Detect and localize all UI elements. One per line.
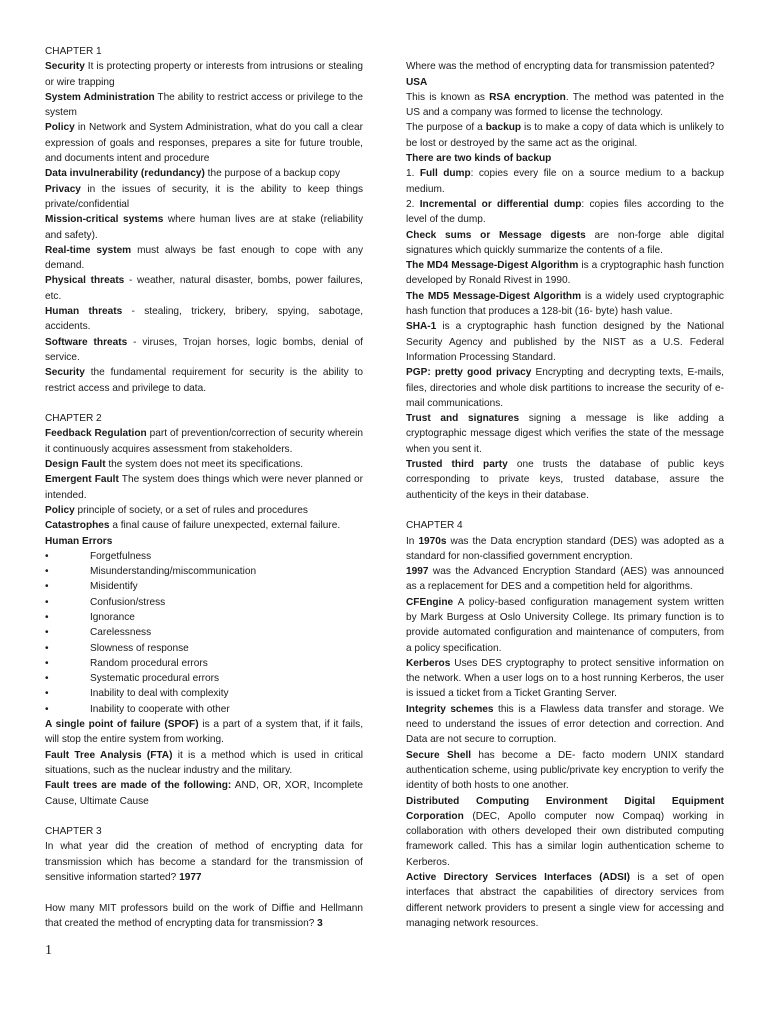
term: Trusted third party	[406, 459, 508, 471]
term: Software threats	[45, 336, 128, 348]
description: principle of society, or a set of rules and procedures	[74, 504, 308, 516]
term: Mission-critical systems	[45, 214, 164, 226]
chapter-heading: CHAPTER 2	[45, 413, 102, 425]
definition-paragraph	[45, 534, 363, 549]
definition-paragraph	[45, 166, 363, 181]
description: this is a Flawless data transfer and storage. We need to understand the issues of error detection and correction. And Data are not secure to corruption.	[406, 703, 724, 746]
term: 1970s	[418, 535, 447, 547]
term: Distributed Computing Environment Digital Equipment Corporation	[406, 795, 724, 822]
definition-paragraph	[406, 365, 724, 411]
definition-paragraph	[45, 901, 363, 932]
definition-paragraph	[406, 228, 724, 259]
term: The MD5 Message-Digest Algorithm	[406, 290, 582, 302]
definition-paragraph	[45, 503, 363, 518]
definition-paragraph	[45, 457, 363, 472]
term: Integrity schemes	[406, 703, 494, 715]
list-item-text: Carelessness	[90, 627, 152, 639]
term: The MD4 Message-Digest Algorithm	[406, 260, 579, 272]
definition-paragraph	[406, 411, 724, 457]
definition-paragraph	[45, 518, 363, 533]
description: AND, OR, XOR, Incomplete Cause, Ultimate Cause	[45, 780, 363, 807]
description: The purpose of a	[406, 122, 486, 134]
list-item	[45, 564, 363, 579]
description: is a cryptographic hash function developed by Ronald Rivest in 1990.	[406, 260, 724, 287]
description: it is a method which is used in critical situations, such as the nuclear industry and the military.	[45, 749, 364, 776]
description: This is known as	[406, 91, 490, 103]
term: Policy	[45, 504, 75, 516]
description: in Network and System Administration, what do you call a clear expression of goals and responses, prepares a site for future trouble, and documents intent and procedure	[45, 122, 363, 165]
list-item-text: Random procedural errors	[90, 657, 208, 669]
description: was the Data encryption standard (DES) was adopted as a standard for non-classified government encryption.	[406, 535, 724, 562]
description: is a set of open interfaces that abstract the capabilities of directory services from different network providers to present a single view for accessing and managing network resources.	[406, 872, 724, 929]
term: PGP: pretty good privacy	[406, 367, 532, 379]
bullet-icon: •	[45, 688, 49, 700]
definition-paragraph	[45, 426, 363, 457]
term: 1997	[406, 566, 429, 578]
description: part of prevention/correction of security wherein it continuously acquires assessment from stakeholders.	[45, 428, 363, 455]
term: 3	[317, 917, 323, 929]
term: Policy	[45, 122, 75, 134]
list-item	[45, 656, 363, 671]
term: Trust and signatures	[406, 413, 520, 425]
right-column	[406, 44, 724, 931]
definition-paragraph	[45, 59, 363, 90]
list-item-text: Inability to cooperate with other	[90, 703, 230, 715]
term: There are two kinds of backup	[406, 153, 552, 165]
bullet-icon: •	[45, 596, 49, 608]
list-item-text: Forgetfulness	[90, 550, 152, 562]
spacer	[45, 809, 363, 824]
list-item	[45, 686, 363, 701]
definition-paragraph	[406, 90, 724, 121]
description: Where was the method of encrypting data for transmission patented?	[406, 61, 715, 73]
term: Privacy	[45, 183, 81, 195]
definition-paragraph	[45, 839, 363, 885]
description: . The method was patented in the US and a company was formed to license the technology.	[406, 91, 725, 119]
definition-paragraph	[45, 748, 363, 779]
description: The system does things which were never planned or intended.	[45, 474, 363, 501]
definition-paragraph	[406, 289, 724, 320]
definition-paragraph	[406, 166, 724, 197]
term: RSA encryption	[489, 91, 566, 103]
term: USA	[406, 76, 428, 88]
definition-paragraph	[406, 120, 724, 151]
definition-paragraph	[406, 794, 724, 870]
description: in the issues of security, it is the ability to keep things private/confidential	[45, 183, 363, 210]
spacer	[406, 44, 724, 59]
list-item	[45, 702, 363, 717]
definition-paragraph	[406, 564, 724, 595]
definition-paragraph	[45, 243, 363, 274]
description: 1.	[406, 168, 420, 180]
page-number: 1	[45, 943, 52, 958]
list-item	[45, 595, 363, 610]
definition-paragraph	[406, 75, 724, 90]
bullet-icon: •	[45, 611, 49, 623]
term: A single point of failure (SPOF)	[45, 719, 199, 731]
term: Fault trees are made of the following:	[45, 780, 232, 792]
description: was the Advanced Encryption Standard (AES) was announced as a replacement for DES and a competition held for algorithms.	[406, 566, 724, 593]
definition-paragraph	[45, 365, 363, 396]
chapter-heading: CHAPTER 1	[45, 46, 102, 57]
term: Data invulnerability (redundancy)	[45, 168, 205, 180]
definition-paragraph	[45, 212, 363, 243]
description: the system does not meet its specifications.	[105, 459, 304, 471]
description: : copies files according to the level of the dump.	[406, 198, 724, 226]
term: Fault Tree Analysis (FTA)	[45, 749, 173, 761]
term: Check sums or Message digests	[406, 229, 586, 241]
term: Human threats	[45, 306, 123, 318]
definition-paragraph	[45, 778, 363, 809]
description: signing a message is like adding a cryptographic message digest which verifies the state of the message when you sent it.	[406, 413, 724, 455]
description: How many MIT professors build on the work of Diffie and Hellmann that created the method of encrypting data for transmission?	[45, 902, 363, 929]
description: is to make a copy of data which is unlikely to be lost or destroyed by the same act as the original.	[406, 122, 724, 149]
description: In what year did the creation of method of encrypting data for transmission which has become a standard for the transmission of sensitive information started?	[45, 841, 363, 884]
description: It is protecting property or interests from intrusions or stealing or wire trapping	[45, 61, 363, 88]
description: A policy-based configuration management system written by Mark Burgess at Oslo University College. Its primary function is to provide automated configuration and maintenance of computers, from a policy specification.	[406, 596, 724, 654]
description: the purpose of a backup copy	[204, 168, 341, 180]
term: Full dump	[419, 168, 471, 180]
term: Secure Shell	[406, 749, 472, 761]
list-item	[45, 610, 363, 625]
description: where human lives are at stake (reliability and safety).	[45, 214, 363, 241]
description: must always be fast enough to cope with any demand.	[45, 244, 363, 272]
list-item-text: Systematic procedural errors	[90, 673, 220, 685]
definition-paragraph	[406, 197, 724, 228]
bullet-icon: •	[45, 703, 49, 715]
definition-paragraph	[45, 304, 363, 335]
description: In	[406, 535, 419, 547]
spacer	[45, 396, 363, 411]
bullet-icon: •	[45, 657, 49, 669]
definition-paragraph	[45, 120, 363, 166]
list-item	[45, 641, 363, 656]
description: 2.	[406, 198, 420, 210]
term: Feedback Regulation	[45, 428, 147, 440]
list-item-text: Inability to deal with complexity	[90, 688, 229, 700]
chapter-heading: CHAPTER 3	[45, 826, 102, 838]
term: Human Errors	[45, 535, 113, 547]
definition-paragraph	[406, 457, 724, 503]
definition-paragraph	[406, 258, 724, 289]
description: - weather, natural disaster, bombs, power failures, etc.	[45, 275, 363, 302]
term: Catastrophes	[45, 520, 110, 532]
bullet-icon: •	[45, 566, 49, 578]
description: is a widely used cryptographic hash function that produces a 128-bit (16- byte) hash value.	[406, 290, 724, 318]
description: : copies every file on a source medium to a backup medium.	[406, 168, 724, 195]
description: Encrypting and decrypting texts, E-mails, files, directories and whole disk partitions to increase the security of e-mail communications.	[406, 367, 724, 409]
term: Security	[45, 367, 85, 379]
definition-paragraph	[45, 90, 363, 121]
description: Uses DES cryptography to protect sensitive information on the network. When a user logs on to a host running Kerberos, the user is issued a ticket from a Ticket Granting Server.	[406, 657, 724, 700]
list-item	[45, 579, 363, 594]
term: Emergent Fault	[45, 474, 119, 486]
term: SHA-1	[406, 321, 437, 333]
spacer	[406, 503, 724, 518]
definition-paragraph	[45, 182, 363, 213]
description: (DEC, Apollo computer now Compaq) working in collaboration with others developed their own distributed computing framework called. This has a similar login authentication scheme to Kerberos.	[406, 810, 724, 868]
term: Design Fault	[45, 459, 106, 471]
spacer	[45, 885, 363, 900]
list-item	[45, 625, 363, 640]
term: Real-time system	[45, 244, 132, 256]
definition-paragraph	[45, 335, 363, 366]
term: Incremental or differential dump	[419, 198, 582, 210]
term: System Administration	[45, 91, 155, 103]
list-item-text: Ignorance	[90, 611, 135, 623]
term: CFEngine	[406, 596, 454, 608]
description: - viruses, Trojan horses, logic bombs, denial of service.	[45, 336, 363, 363]
definition-paragraph	[45, 472, 363, 503]
list-item-text: Slowness of response	[90, 642, 189, 654]
definition-paragraph	[406, 702, 724, 748]
definition-paragraph	[406, 319, 724, 365]
left-column	[45, 44, 363, 931]
term: 1977	[179, 872, 202, 884]
description: - stealing, trickery, bribery, spying, sabotage, accidents.	[45, 306, 364, 333]
term: Physical threats	[45, 275, 125, 287]
definition-paragraph	[406, 656, 724, 702]
description: is a cryptographic hash function designed by the National Security Agency and published by the NIST as a U.S. Federal Information Processing Standard.	[406, 321, 724, 363]
term: backup	[485, 122, 522, 134]
definition-paragraph	[406, 870, 724, 931]
list-item	[45, 549, 363, 564]
definition-paragraph	[45, 717, 363, 748]
definition-paragraph	[406, 595, 724, 656]
list-item	[45, 671, 363, 686]
description: The ability to restrict access or privilege to the system	[45, 91, 363, 119]
definition-paragraph	[406, 534, 724, 565]
description: is a part of a system that, if it fails, will stop the entire system from working.	[45, 719, 364, 746]
description: one trusts the database of public keys corresponding to private keys, trusted database, assure the authenticity of the keys in their database.	[406, 459, 724, 501]
bullet-icon: •	[45, 673, 49, 685]
bullet-icon: •	[45, 550, 49, 562]
definition-paragraph	[406, 59, 724, 74]
bullet-icon: •	[45, 627, 49, 639]
term: Security	[45, 61, 85, 73]
list-item-text: Misidentify	[90, 581, 138, 593]
term: Kerberos	[406, 657, 451, 669]
definition-paragraph	[406, 151, 724, 166]
list-item-text: Misunderstanding/miscommunication	[90, 566, 257, 578]
description: the fundamental requirement for security is the ability to restrict access and privilege to data.	[45, 367, 363, 394]
bullet-icon: •	[45, 581, 49, 593]
description: are non-forge able digital signatures which quickly summarize the contents of a file.	[406, 229, 724, 256]
list-item-text: Confusion/stress	[90, 596, 166, 608]
description: has become a DE- facto modern UNIX standard authentication scheme, using public/private key encryption to verify the identity of both hosts to one another.	[406, 749, 725, 792]
bullet-icon: •	[45, 642, 49, 654]
term: Active Directory Services Interfaces (ADSI)	[406, 872, 631, 884]
chapter-heading: CHAPTER 4	[406, 520, 463, 532]
definition-paragraph	[45, 273, 363, 304]
description: a final cause of failure unexpected, external failure.	[109, 520, 341, 532]
definition-paragraph	[406, 748, 724, 794]
